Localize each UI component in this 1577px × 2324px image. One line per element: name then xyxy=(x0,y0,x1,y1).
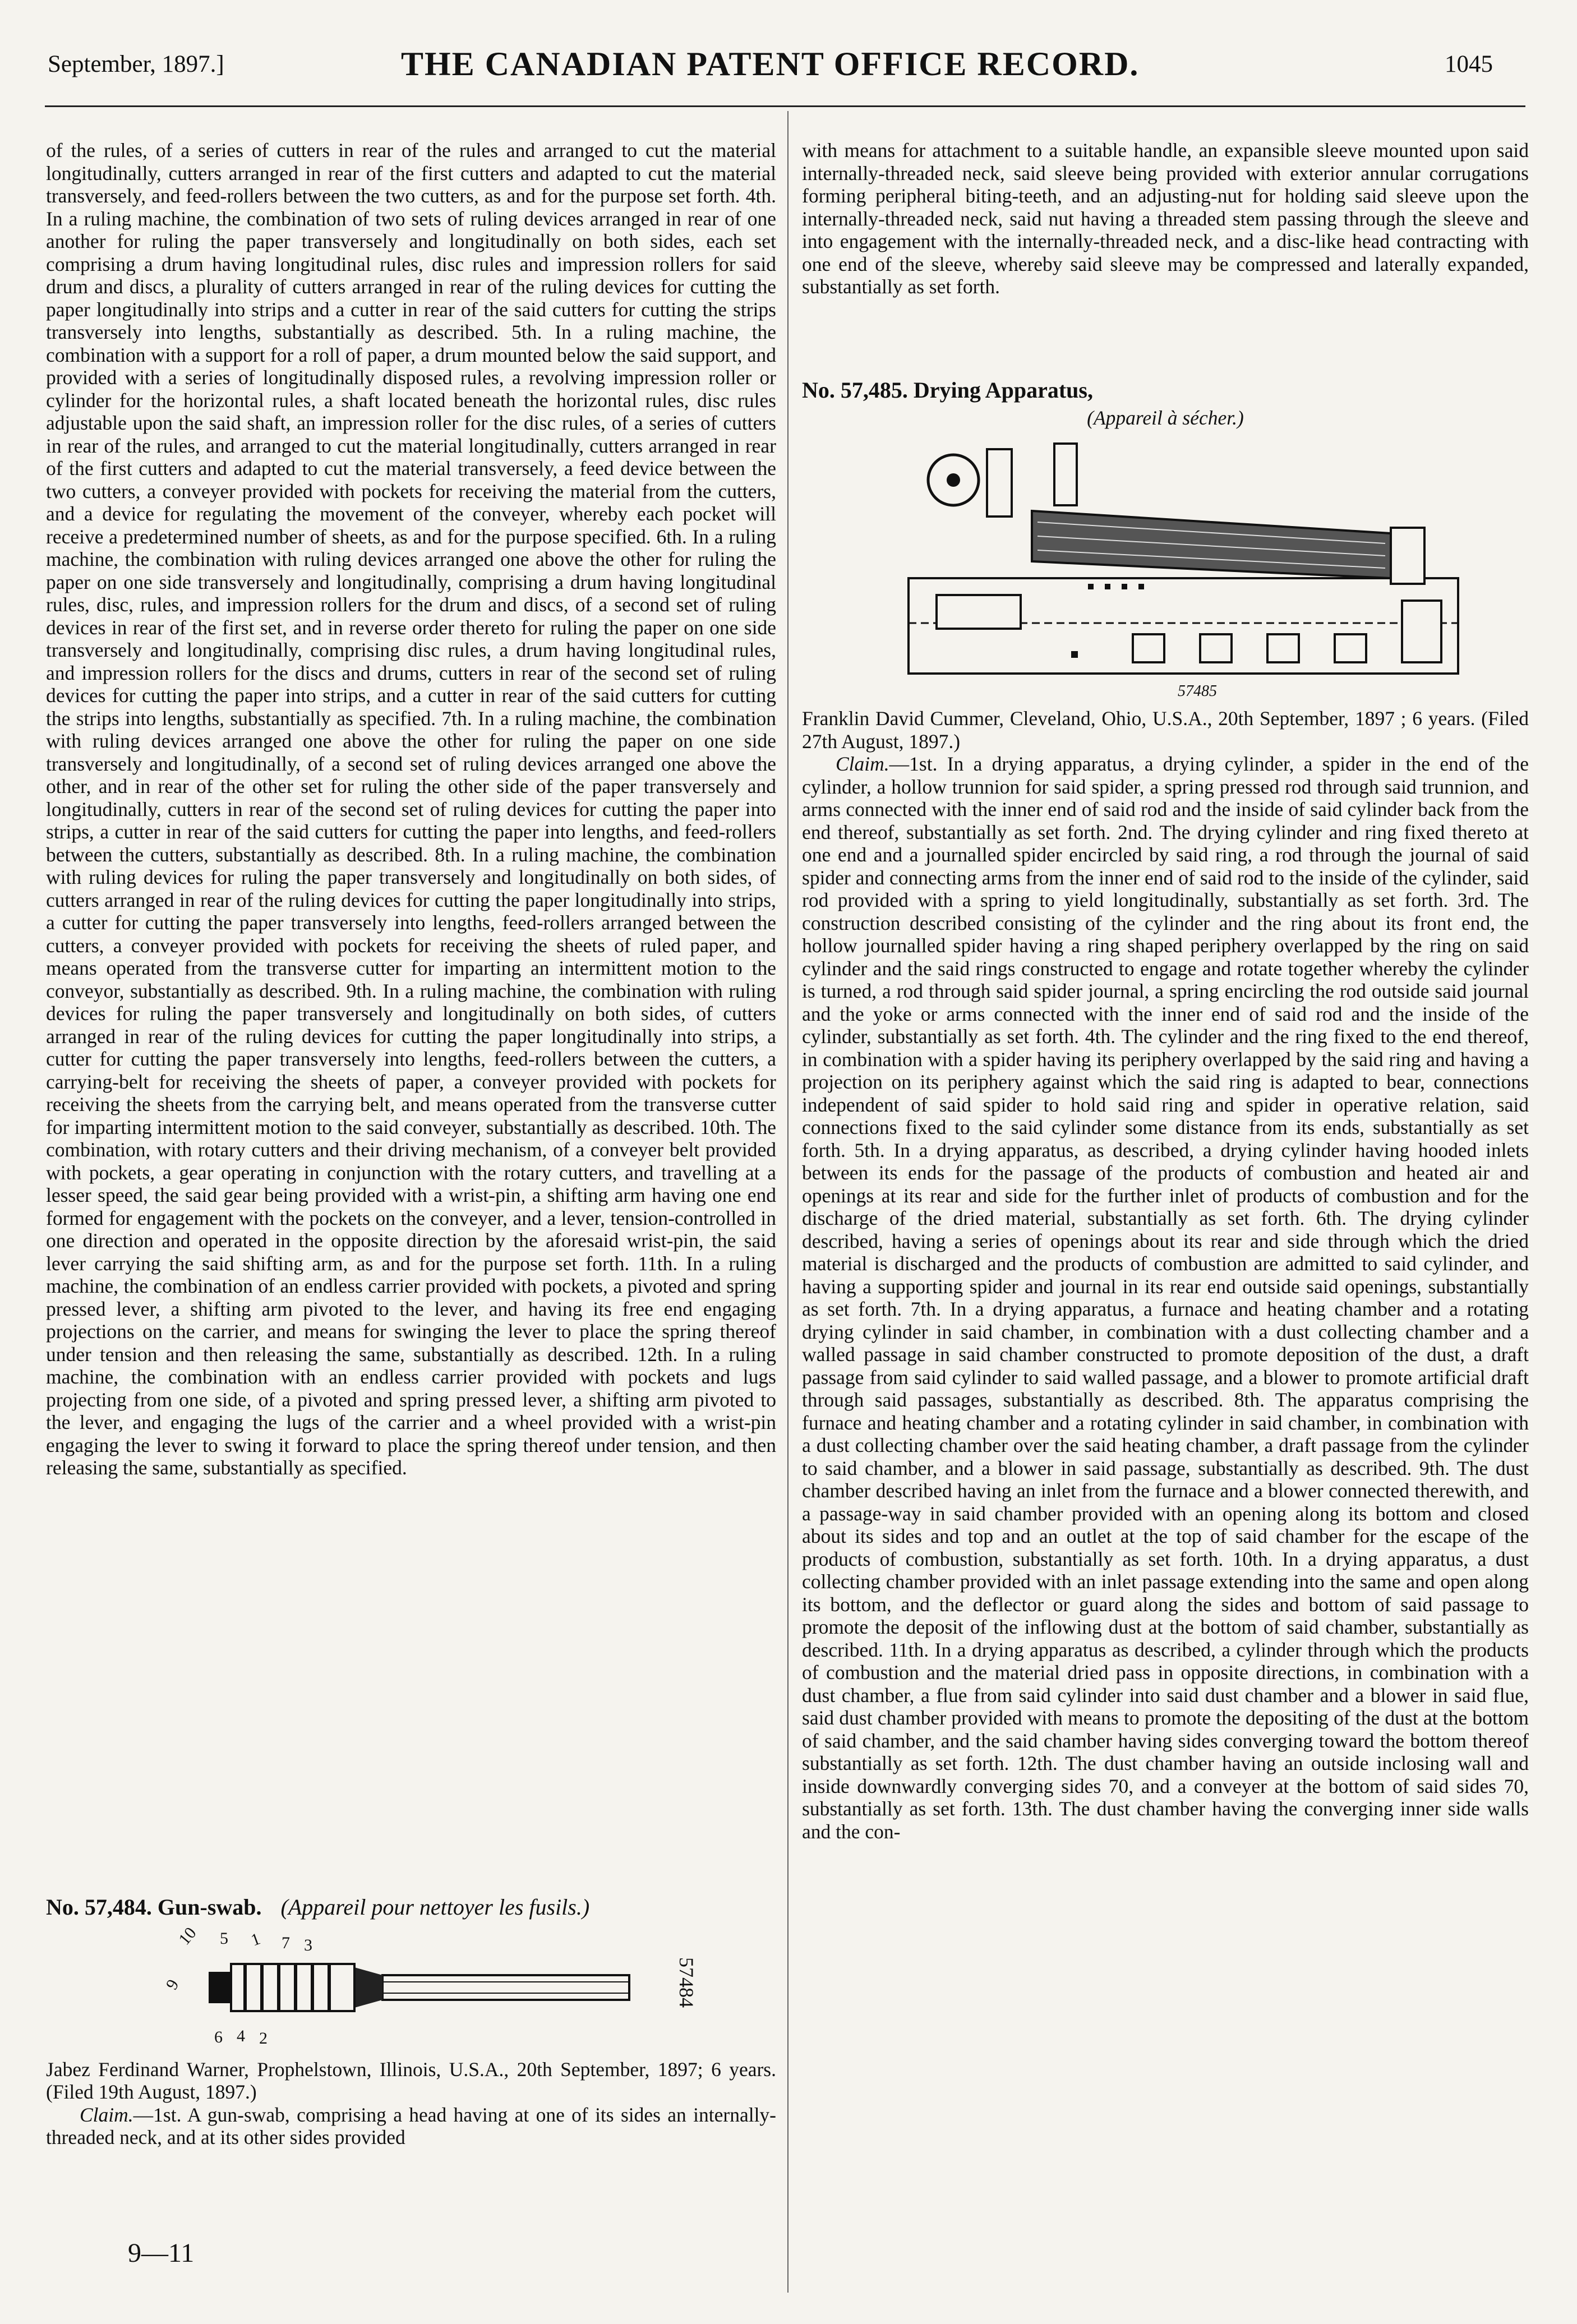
svg-text:4: 4 xyxy=(237,2026,245,2045)
drying-apparatus-drawing xyxy=(886,438,1492,702)
svg-text:10: 10 xyxy=(175,1923,200,1948)
svg-text:1: 1 xyxy=(248,1929,263,1950)
claim-label: Claim. xyxy=(80,2103,133,2126)
svg-text:7: 7 xyxy=(282,1933,290,1952)
svg-text:6: 6 xyxy=(214,2027,223,2046)
figure-label: 57484 xyxy=(675,1957,698,2008)
gun-swab-claim-continuation xyxy=(802,139,1529,375)
gun-swab-drawing xyxy=(119,1924,736,2053)
claim-text: —1st. A gun-swab, comprising a head having at one of its sides an internally-threaded neck, and at its other sides provided xyxy=(46,2103,776,2148)
gun-swab-figure xyxy=(119,1924,736,2053)
svg-text:5: 5 xyxy=(220,1929,228,1948)
column-divider xyxy=(787,111,789,2293)
header-rule xyxy=(45,105,1525,107)
page-number: 1045 xyxy=(1445,51,1493,77)
claim-text: —1st. In a drying apparatus, a drying cylinder, a spider in the end of the cylinder, a hollow trunnion for said spider, a spring pressed rod through said trunnion, and arms connected with the inner end of said rod and the inside of said cylinder back from the end thereof, substantially as set forth. 2nd. The drying cylinder and ring fixed thereto at one end and a journalled spider encircled by said ring, a rod through the journal of said spider and connecting arms from the inner end of said rod to the inside of the cylinder, said rod provided with a spring to yield longitudinally, substantially as set forth. 3rd. The construction described consisting of the cylinder and the ring about its front end, the hollow journalled spider having a ring shaped periphery overlapped by the ring on said cylinder and the said rings constructed to engage and rotate together whereby the cylinder is turned, a rod through said spider journal, a spring encircling the rod outside said journal and the yoke or arms connected with the inner end of said rod and the inside of the cylinder, substantially as set forth. 4th. The cylinder and the ring fixed to the end thereof, in combination with a spider having its periphery overlapped by the said ring and having a projection on its periphery against which the said ring is adapted to bear, connections independent of said spider to hold said ring and spider in operative relation, said connections fixed to the said cylinder some distance from its ends, substantially as set forth. 5th. In a drying apparatus, as described, a drying cylinder having hooded inlets between its ends for the passage of the products of combustion and heated air and openings at its rear and side for the further inlet of products of combustion and for the discharge of the dried material, substantially as set forth. 6th. The drying cylinder described, having a series of openings about its rear and side through which the dried material is discharged and the products of combustion are admitted to said cylinder, and having a supporting spider and journal in its rear end outside said openings, substantially as set forth. 7th. In a drying apparatus, a furnace and heating chamber and a rotating drying cylinder in said chamber, in combination with a dust collecting chamber and a walled passage in said chamber constructed to promote deposition of the dust, a draft passage from said cylinder to said walled passage, and a blower to promote artificial draft through said passages, substantially as described. 8th. The apparatus comprising the furnace and heating chamber and a rotating cylinder in said chamber, in combination with a dust collecting chamber over the said heating chamber, a draft passage from the cylinder to said chamber, and a blower in said passage, substantially as described. 9th. The dust chamber described having an inlet from the furnace and a blower connected therewith, and a passage-way in said chamber provided with an opening along its bottom and closed about its sides and top and an outlet at the top of said chamber for the escape of the products of combustion, substantially as set forth. 10th. In a drying apparatus, a dust collecting chamber provided with an inlet passage extending into the same and open along its bottom, and the deflector or guard along the sides and bottom of said passage to promote the deposit of the inflowing dust at the bottom of said chamber, substantially as described. 11th. In a drying apparatus as described, a cylinder through which the products of combustion and the material dried pass in opposite directions, in combination with a dust chamber, a flue from said cylinder into said dust chamber and a blower in said flue, said dust chamber provided with means to promote the depositing of the dust at the bottom of said chamber, and the said chamber having sides converging toward the bottom thereof substantially as set forth. 12th. The dust chamber having an outside inclosing wall and inside downwardly converging sides 70, and a conveyer at the bottom of said sides 70, substantially as set forth. 13th. The dust chamber having the converging inner side walls and the con- xyxy=(802,753,1529,1843)
patent-french-title: (Appareil pour nettoyer les fusils.) xyxy=(280,1894,590,1920)
left-column-text xyxy=(46,139,776,1892)
patent-french-title: (Appareil à sécher.) xyxy=(1087,406,1244,429)
patent-inventor: Franklin David Cummer, Cleveland, Ohio, U.S.A., 20th September, 1897 ; 6 years. (Filed 27th August, 1897.) xyxy=(802,707,1529,753)
left-column xyxy=(46,139,776,2149)
svg-text:2: 2 xyxy=(259,2028,268,2048)
drying-apparatus-figure xyxy=(886,438,1492,702)
figure-label: 57485 xyxy=(1178,683,1217,700)
signature-mark: 9—11 xyxy=(128,2238,195,2268)
header-date: September, 1897.] xyxy=(48,51,224,77)
patent-heading-57485 xyxy=(802,379,1529,402)
right-column xyxy=(802,139,1529,2239)
patent-number: No. 57,485. xyxy=(802,377,908,403)
patent-number: No. 57,484. xyxy=(46,1894,152,1920)
claim-label: Claim. xyxy=(836,753,889,775)
drying-apparatus-claims xyxy=(802,753,1529,2239)
header-title: THE CANADIAN PATENT OFFICE RECORD. xyxy=(401,45,1140,82)
continuation-text: with means for attachment to a suitable handle, an expansible sleeve mounted upon said internally-threaded neck, said sleeve being provided with exterior annular corrugations forming peripheral biting-teeth, and an adjusting-nut for holding said sleeve upon the internally-threaded neck, said nut having a threaded stem passing through the sleeve and into engagement with the internally-threaded neck, and a disc-like head contracting with one end of the sleeve, whereby said sleeve may be compressed and laterally expanded, substantially as set forth. xyxy=(802,139,1529,298)
ruling-machine-claims: of the rules, of a series of cutters in rear of the rules and arranged to cut the material longitudinally, cutters arranged in rear of the first cutters and adapted to cut the material transversely, and feed-rollers between the two cutters, as and for the purpose set forth. 4th. In a ruling machine, the combination of two sets of ruling devices arranged in rear of one another for ruling the paper transversely and longitudinally on both sides, each set comprising a drum having longitudinal rules, disc rules and impression rollers for said drum and discs, a plurality of cutters arranged in rear of the ruling devices for cutting the paper longitudinally into strips and a cutter in rear of the said cutters for cutting the strips transversely into lengths, substantially as described. 5th. In a ruling machine, the combination with a support for a roll of paper, a drum mounted below the said support, and provided with a series of longitudinally disposed rules, a revolving impression roller or cylinder for the horizontal rules, a shaft located beneath the horizontal rules, disc rules adjustable upon the said shaft, an impression roller for the disc rules, of a series of cutters in rear of the rules, and arranged to cut the material longitudinally, cutters arranged in rear of the first cutters and adapted to cut the material transversely, a feed device between the two cutters, a conveyer provided with pockets for receiving the material from the cutters, and a device for regulating the movement of the conveyer, whereby each pocket will receive a predetermined number of sheets, as and for the purpose specified. 6th. In a ruling machine, the combination with ruling devices arranged one above the other for ruling the paper on one side transversely and longitudinally, comprising a drum having longitudinal rules, disc, rules, and impression rollers for the drum and discs, of a second set of ruling devices in rear of the first set, and in reverse order thereto for ruling the paper on one side transversely and longitudinally, comprising disc rules, a drum having longitudinal rules, and impression rollers for the discs and drums, cutters in rear of the second set of ruling devices for cutting the paper into strips, and a cutter in rear of the said cutters for cutting the strips into lengths, substantially as specified. 7th. In a ruling machine, the combination with ruling devices arranged one above the other for ruling the paper on one side transversely and longitudinally, of a second set of ruling devices arranged one above the other, and in rear of the other set for ruling the other side of the paper transversely and longitudinally, cutters in rear of the second set of ruling devices for cutting the paper into strips, a cutter in rear of the said cutters for cutting the paper into lengths, and feed-rollers between the cutters, substantially as described. 8th. In a ruling machine, the combination with ruling devices for ruling the paper transversely and longitudinally on both sides, of cutters arranged in rear of the ruling devices for cutting the paper longitudinally into strips, a cutter for cutting the paper transversely into lengths, feed-rollers arranged between the cutters, a conveyer provided with pockets for receiving the sheets of ruled paper, and means operated from the transverse cutter for imparting an intermittent motion to the conveyor, substantially as described. 9th. In a ruling machine, the combination with ruling devices for ruling the paper transversely and longitudinally on both sides, of cutters arranged in rear of the ruling devices for cutting the paper longitudinally into strips, a cutter for cutting the paper transversely into lengths, feed-rollers between the cutters, a carrying-belt for receiving the sheets of paper, a conveyer provided with pockets for receiving the sheets from the carrying belt, and means operated from the transverse cutter for imparting intermittent motion to the said conveyer, substantially as described. 10th. The combination, with rotary cutters and their driving mechanism, of a conveyer belt provided with pockets, a gear operating in conjunction with the rotary cutters, and travelling at a lesser speed, the said gear being provided with a wrist-pin, a shifting arm having one end formed for engagement with the pockets on the conveyer, and a lever, tension-controlled in one direction and operated in the opposite direction by the aforesaid wrist-pin, the said lever carrying the said shifting arm, as and for the purpose set forth. 11th. In a ruling machine, the combination of an endless carrier provided with pockets, a pivoted and spring pressed lever, a shifting arm pivoted to the lever, and having its free end engaging projections on the carrier, and means for swinging the lever to place the spring thereof under tension and then releasing the same, substantially as described. 12th. In a ruling machine, the combination with an endless carrier provided with pockets and lugs projecting from one side, of a pivoted and spring pressed lever, a shifting arm pivoted to the lever, and engaging the lugs of the carrier and a wheel provided with a wrist-pin engaging the lever to swing it forward to place the spring thereof under tension, and then releasing the same, substantially as specified. xyxy=(46,139,776,1479)
patent-title: Gun-swab. xyxy=(157,1894,262,1920)
patent-claim xyxy=(802,753,1529,1843)
patent-claim xyxy=(46,2104,776,2149)
patent-title: Drying Apparatus, xyxy=(913,377,1093,403)
patent-inventor: Jabez Ferdinand Warner, Prophelstown, Illinois, U.S.A., 20th September, 1897; 6 years. (Filed 19th August, 1897.) xyxy=(46,2058,776,2103)
svg-text:9: 9 xyxy=(162,1976,183,1993)
svg-text:3: 3 xyxy=(304,1935,312,1954)
patent-heading-57484 xyxy=(46,1896,776,1919)
